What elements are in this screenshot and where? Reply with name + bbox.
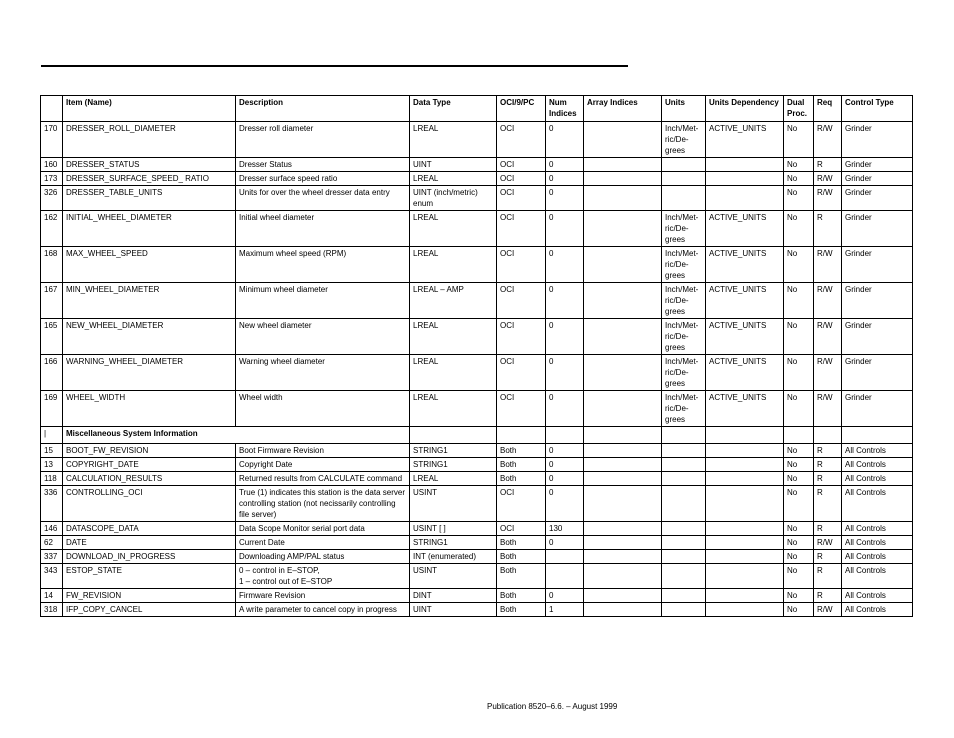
cell-description: Returned results from CALCULATE command [236, 472, 410, 486]
cell-data-type: UINT [410, 603, 497, 617]
cell-num-indices: 0 [546, 122, 584, 158]
header-oci: OCI/9/PC [497, 96, 546, 122]
cell-req: R/W [814, 122, 842, 158]
cell-array-indices [584, 472, 662, 486]
cell-control-type: All Controls [842, 472, 913, 486]
cell-description: New wheel diameter [236, 319, 410, 355]
cell-num-indices: 0 [546, 444, 584, 458]
cell-num-indices: 0 [546, 247, 584, 283]
cell-description: Warning wheel diameter [236, 355, 410, 391]
cell-req: R [814, 458, 842, 472]
cell-oci: OCI [497, 283, 546, 319]
cell-control-type: Grinder [842, 247, 913, 283]
cell-req: R/W [814, 603, 842, 617]
cell-index: 13 [41, 458, 63, 472]
cell-item-name: IFP_COPY_CANCEL [63, 603, 236, 617]
cell-units-dependency [706, 564, 784, 589]
cell-control-type: Grinder [842, 355, 913, 391]
header-dual-proc: Dual Proc. [784, 96, 814, 122]
header-control-type: Control Type [842, 96, 913, 122]
cell-oci: OCI [497, 319, 546, 355]
cell-control-type: All Controls [842, 522, 913, 536]
table-row [41, 247, 913, 283]
cell-num-indices: 0 [546, 283, 584, 319]
header-units-dependency: Units Dependency [706, 96, 784, 122]
cell-units-dependency [706, 186, 784, 211]
cell-units [662, 486, 706, 522]
section-header-row [41, 427, 913, 444]
cell-index: 162 [41, 211, 63, 247]
cell-control-type: Grinder [842, 122, 913, 158]
table-row [41, 536, 913, 550]
empty-cell [410, 427, 497, 444]
cell-num-indices: 0 [546, 319, 584, 355]
cell-control-type: All Controls [842, 603, 913, 617]
cell-dual-proc: No [784, 589, 814, 603]
header-array-indices: Array Indices [584, 96, 662, 122]
cell-units [662, 564, 706, 589]
cell-req: R/W [814, 283, 842, 319]
cell-num-indices: 0 [546, 458, 584, 472]
cell-item-name: WARNING_WHEEL_DIAMETER [63, 355, 236, 391]
cell-array-indices [584, 589, 662, 603]
cell-data-type: LREAL [410, 355, 497, 391]
cell-oci: OCI [497, 158, 546, 172]
cell-num-indices: 0 [546, 211, 584, 247]
cell-units-dependency: ACTIVE_UNITS [706, 391, 784, 427]
cell-array-indices [584, 486, 662, 522]
cell-item-name: INITIAL_WHEEL_DIAMETER [63, 211, 236, 247]
empty-cell [784, 427, 814, 444]
cell-control-type: All Controls [842, 536, 913, 550]
cell-dual-proc: No [784, 550, 814, 564]
cell-array-indices [584, 158, 662, 172]
cell-dual-proc: No [784, 486, 814, 522]
cell-oci: Both [497, 536, 546, 550]
cell-req: R [814, 472, 842, 486]
cell-item-name: FW_REVISION [63, 589, 236, 603]
empty-cell [546, 427, 584, 444]
cell-index: 160 [41, 158, 63, 172]
cell-units: Inch/Met-ric/De-grees [662, 355, 706, 391]
cell-item-name: DRESSER_ROLL_DIAMETER [63, 122, 236, 158]
cell-data-type: LREAL [410, 172, 497, 186]
cell-description: 0 – control in E–STOP, 1 – control out of E–STOP [236, 564, 410, 589]
table-row [41, 355, 913, 391]
cell-data-type: STRING1 [410, 458, 497, 472]
parameter-table [40, 95, 913, 617]
cell-oci: OCI [497, 211, 546, 247]
cell-control-type: Grinder [842, 319, 913, 355]
table-row [41, 158, 913, 172]
cell-units-dependency: ACTIVE_UNITS [706, 355, 784, 391]
cell-description: Copyright Date [236, 458, 410, 472]
cell-dual-proc: No [784, 536, 814, 550]
cell-control-type: Grinder [842, 158, 913, 172]
cell-req: R/W [814, 172, 842, 186]
cell-dual-proc: No [784, 319, 814, 355]
cell-units-dependency [706, 158, 784, 172]
header-units: Units [662, 96, 706, 122]
cell-units [662, 589, 706, 603]
cell-dual-proc: No [784, 247, 814, 283]
cell-dual-proc: No [784, 522, 814, 536]
cell-description: Current Date [236, 536, 410, 550]
cell-item-name: WHEEL_WIDTH [63, 391, 236, 427]
cell-units [662, 444, 706, 458]
cell-data-type: LREAL [410, 247, 497, 283]
cell-array-indices [584, 564, 662, 589]
cell-req: R [814, 444, 842, 458]
cell-oci: Both [497, 458, 546, 472]
cell-num-indices [546, 550, 584, 564]
cell-units-dependency: ACTIVE_UNITS [706, 122, 784, 158]
cell-item-name: DATE [63, 536, 236, 550]
cell-dual-proc: No [784, 211, 814, 247]
cell-index: 15 [41, 444, 63, 458]
cell-index: 318 [41, 603, 63, 617]
cell-array-indices [584, 536, 662, 550]
header-index [41, 96, 63, 122]
cell-description: A write parameter to cancel copy in progress [236, 603, 410, 617]
cell-control-type: All Controls [842, 589, 913, 603]
cell-req: R [814, 564, 842, 589]
cell-oci: OCI [497, 247, 546, 283]
cell-req: R/W [814, 319, 842, 355]
cell-oci: OCI [497, 186, 546, 211]
cell-req: R/W [814, 355, 842, 391]
cell-description: Data Scope Monitor serial port data [236, 522, 410, 536]
table-row [41, 391, 913, 427]
cell-units [662, 550, 706, 564]
cell-item-name: DRESSER_TABLE_UNITS [63, 186, 236, 211]
cell-data-type: UINT (inch/metric) enum [410, 186, 497, 211]
header-num-indices: Num Indices [546, 96, 584, 122]
table-row [41, 319, 913, 355]
cell-description: Units for over the wheel dresser data entry [236, 186, 410, 211]
cell-req: R/W [814, 186, 842, 211]
cell-units: Inch/Met-ric/De-grees [662, 211, 706, 247]
cell-data-type: STRING1 [410, 444, 497, 458]
cell-num-indices: 0 [546, 486, 584, 522]
cell-control-type: All Controls [842, 444, 913, 458]
cell-oci: OCI [497, 522, 546, 536]
cell-description: Firmware Revision [236, 589, 410, 603]
publication-footer: Publication 8520–6.6. – August 1999 [487, 702, 618, 711]
cell-item-name: NEW_WHEEL_DIAMETER [63, 319, 236, 355]
cell-item-name: CALCULATION_RESULTS [63, 472, 236, 486]
cell-item-name: BOOT_FW_REVISION [63, 444, 236, 458]
cell-oci: Both [497, 589, 546, 603]
table-row [41, 122, 913, 158]
cell-description: Boot Firmware Revision [236, 444, 410, 458]
cell-dual-proc: No [784, 172, 814, 186]
cell-units-dependency [706, 603, 784, 617]
header-req: Req [814, 96, 842, 122]
cell-units: Inch/Met-ric/De-grees [662, 391, 706, 427]
cell-index: 170 [41, 122, 63, 158]
cell-units: Inch/Met-ric/De-grees [662, 319, 706, 355]
cell-req: R [814, 522, 842, 536]
table-row [41, 211, 913, 247]
table-row [41, 283, 913, 319]
cell-control-type: Grinder [842, 186, 913, 211]
cell-index: 146 [41, 522, 63, 536]
table-row [41, 458, 913, 472]
cell-index: 166 [41, 355, 63, 391]
cell-array-indices [584, 283, 662, 319]
cell-units: Inch/Met-ric/De-grees [662, 122, 706, 158]
section-title: Miscellaneous System Information [63, 427, 410, 444]
cell-req: R [814, 486, 842, 522]
cell-item-name: ESTOP_STATE [63, 564, 236, 589]
header-data-type: Data Type [410, 96, 497, 122]
cell-units [662, 603, 706, 617]
cell-units-dependency [706, 172, 784, 186]
cell-data-type: LREAL [410, 122, 497, 158]
empty-cell [814, 427, 842, 444]
cell-item-name: MAX_WHEEL_SPEED [63, 247, 236, 283]
cell-num-indices: 0 [546, 172, 584, 186]
cell-control-type: All Controls [842, 564, 913, 589]
cell-oci: Both [497, 472, 546, 486]
cell-index: 336 [41, 486, 63, 522]
cell-units-dependency [706, 536, 784, 550]
cell-control-type: Grinder [842, 391, 913, 427]
cell-units-dependency [706, 550, 784, 564]
cell-req: R/W [814, 391, 842, 427]
cell-index: 118 [41, 472, 63, 486]
cell-data-type: LREAL [410, 319, 497, 355]
cell-req: R [814, 211, 842, 247]
cell-control-type: Grinder [842, 211, 913, 247]
cell-dual-proc: No [784, 603, 814, 617]
cell-item-name: MIN_WHEEL_DIAMETER [63, 283, 236, 319]
cell-index: 14 [41, 589, 63, 603]
cell-dual-proc: No [784, 283, 814, 319]
cell-dual-proc: No [784, 122, 814, 158]
cell-data-type: INT (enumerated) [410, 550, 497, 564]
cell-units-dependency [706, 458, 784, 472]
cell-array-indices [584, 172, 662, 186]
cell-dual-proc: No [784, 564, 814, 589]
cell-index: 173 [41, 172, 63, 186]
cell-data-type: LREAL [410, 391, 497, 427]
cell-dual-proc: No [784, 458, 814, 472]
cell-array-indices [584, 211, 662, 247]
empty-cell [584, 427, 662, 444]
cell-item-name: DRESSER_SURFACE_SPEED_ RATIO [63, 172, 236, 186]
cell-index: 337 [41, 550, 63, 564]
cell-array-indices [584, 458, 662, 472]
cell-num-indices: 0 [546, 589, 584, 603]
cell-data-type: LREAL [410, 211, 497, 247]
cell-array-indices [584, 391, 662, 427]
cell-item-name: DRESSER_STATUS [63, 158, 236, 172]
table-row [41, 550, 913, 564]
cell-dual-proc: No [784, 472, 814, 486]
cell-units [662, 536, 706, 550]
cell-data-type: USINT [410, 486, 497, 522]
table-row [41, 564, 913, 589]
cell-req: R [814, 589, 842, 603]
cell-dual-proc: No [784, 444, 814, 458]
cell-description: Downloading AMP/PAL status [236, 550, 410, 564]
empty-cell [662, 427, 706, 444]
cell-index: 168 [41, 247, 63, 283]
cell-description: Dresser roll diameter [236, 122, 410, 158]
cell-num-indices: 130 [546, 522, 584, 536]
table-row [41, 603, 913, 617]
cell-description: True (1) indicates this station is the data server controlling station (not necissarily controlling file server) [236, 486, 410, 522]
empty-cell [497, 427, 546, 444]
table-row [41, 472, 913, 486]
table-row [41, 589, 913, 603]
table-row [41, 444, 913, 458]
cell-oci: OCI [497, 122, 546, 158]
header-item: Item (Name) [63, 96, 236, 122]
cell-oci: Both [497, 603, 546, 617]
cell-units [662, 458, 706, 472]
cell-array-indices [584, 522, 662, 536]
cell-units-dependency [706, 472, 784, 486]
cell-description: Dresser Status [236, 158, 410, 172]
cell-array-indices [584, 186, 662, 211]
cell-item-name: COPYRIGHT_DATE [63, 458, 236, 472]
cell-index: 343 [41, 564, 63, 589]
table-body [41, 122, 913, 617]
cell-control-type: Grinder [842, 172, 913, 186]
cell-req: R [814, 550, 842, 564]
cell-index: 62 [41, 536, 63, 550]
cell-num-indices: 0 [546, 391, 584, 427]
table-row [41, 522, 913, 536]
cell-data-type: LREAL – AMP [410, 283, 497, 319]
cell-req: R/W [814, 536, 842, 550]
table-row [41, 486, 913, 522]
cell-description: Initial wheel diameter [236, 211, 410, 247]
cell-dual-proc: No [784, 391, 814, 427]
cell-oci: Both [497, 550, 546, 564]
cell-units [662, 186, 706, 211]
cell-num-indices: 0 [546, 536, 584, 550]
header-description: Description [236, 96, 410, 122]
cell-index: | [41, 427, 63, 444]
empty-cell [842, 427, 913, 444]
cell-array-indices [584, 247, 662, 283]
cell-units: Inch/Met-ric/De-grees [662, 247, 706, 283]
cell-units [662, 158, 706, 172]
cell-item-name: CONTROLLING_OCI [63, 486, 236, 522]
cell-units-dependency: ACTIVE_UNITS [706, 211, 784, 247]
top-rule [41, 65, 628, 67]
cell-num-indices: 0 [546, 158, 584, 172]
cell-units-dependency [706, 444, 784, 458]
cell-req: R/W [814, 247, 842, 283]
cell-description: Wheel width [236, 391, 410, 427]
cell-dual-proc: No [784, 186, 814, 211]
cell-index: 326 [41, 186, 63, 211]
cell-item-name: DOWNLOAD_IN_PROGRESS [63, 550, 236, 564]
cell-data-type: USINT [410, 564, 497, 589]
cell-index: 169 [41, 391, 63, 427]
cell-dual-proc: No [784, 355, 814, 391]
cell-data-type: DINT [410, 589, 497, 603]
cell-array-indices [584, 319, 662, 355]
cell-array-indices [584, 122, 662, 158]
cell-description: Minimum wheel diameter [236, 283, 410, 319]
cell-units-dependency [706, 589, 784, 603]
cell-array-indices [584, 444, 662, 458]
cell-num-indices [546, 564, 584, 589]
cell-num-indices: 1 [546, 603, 584, 617]
cell-units [662, 472, 706, 486]
cell-units-dependency [706, 522, 784, 536]
cell-control-type: Grinder [842, 283, 913, 319]
cell-req: R [814, 158, 842, 172]
cell-units-dependency [706, 486, 784, 522]
cell-units-dependency: ACTIVE_UNITS [706, 247, 784, 283]
cell-array-indices [584, 603, 662, 617]
cell-array-indices [584, 550, 662, 564]
cell-description: Dresser surface speed ratio [236, 172, 410, 186]
cell-oci: OCI [497, 355, 546, 391]
cell-array-indices [584, 355, 662, 391]
cell-data-type: USINT [ ] [410, 522, 497, 536]
cell-units: Inch/Met-ric/De-grees [662, 283, 706, 319]
cell-oci: OCI [497, 172, 546, 186]
cell-data-type: STRING1 [410, 536, 497, 550]
cell-description: Maximum wheel speed (RPM) [236, 247, 410, 283]
empty-cell [706, 427, 784, 444]
cell-control-type: All Controls [842, 550, 913, 564]
cell-item-name: DATASCOPE_DATA [63, 522, 236, 536]
cell-oci: OCI [497, 486, 546, 522]
cell-control-type: All Controls [842, 486, 913, 522]
cell-index: 167 [41, 283, 63, 319]
cell-units [662, 522, 706, 536]
cell-data-type: UINT [410, 158, 497, 172]
cell-num-indices: 0 [546, 472, 584, 486]
table-header-row [41, 96, 913, 122]
cell-units-dependency: ACTIVE_UNITS [706, 283, 784, 319]
cell-oci: Both [497, 564, 546, 589]
table-row [41, 172, 913, 186]
cell-units-dependency: ACTIVE_UNITS [706, 319, 784, 355]
cell-oci: Both [497, 444, 546, 458]
cell-data-type: LREAL [410, 472, 497, 486]
cell-num-indices: 0 [546, 355, 584, 391]
cell-dual-proc: No [784, 158, 814, 172]
cell-oci: OCI [497, 391, 546, 427]
cell-num-indices: 0 [546, 186, 584, 211]
cell-control-type: All Controls [842, 458, 913, 472]
cell-units [662, 172, 706, 186]
table-row [41, 186, 913, 211]
cell-index: 165 [41, 319, 63, 355]
